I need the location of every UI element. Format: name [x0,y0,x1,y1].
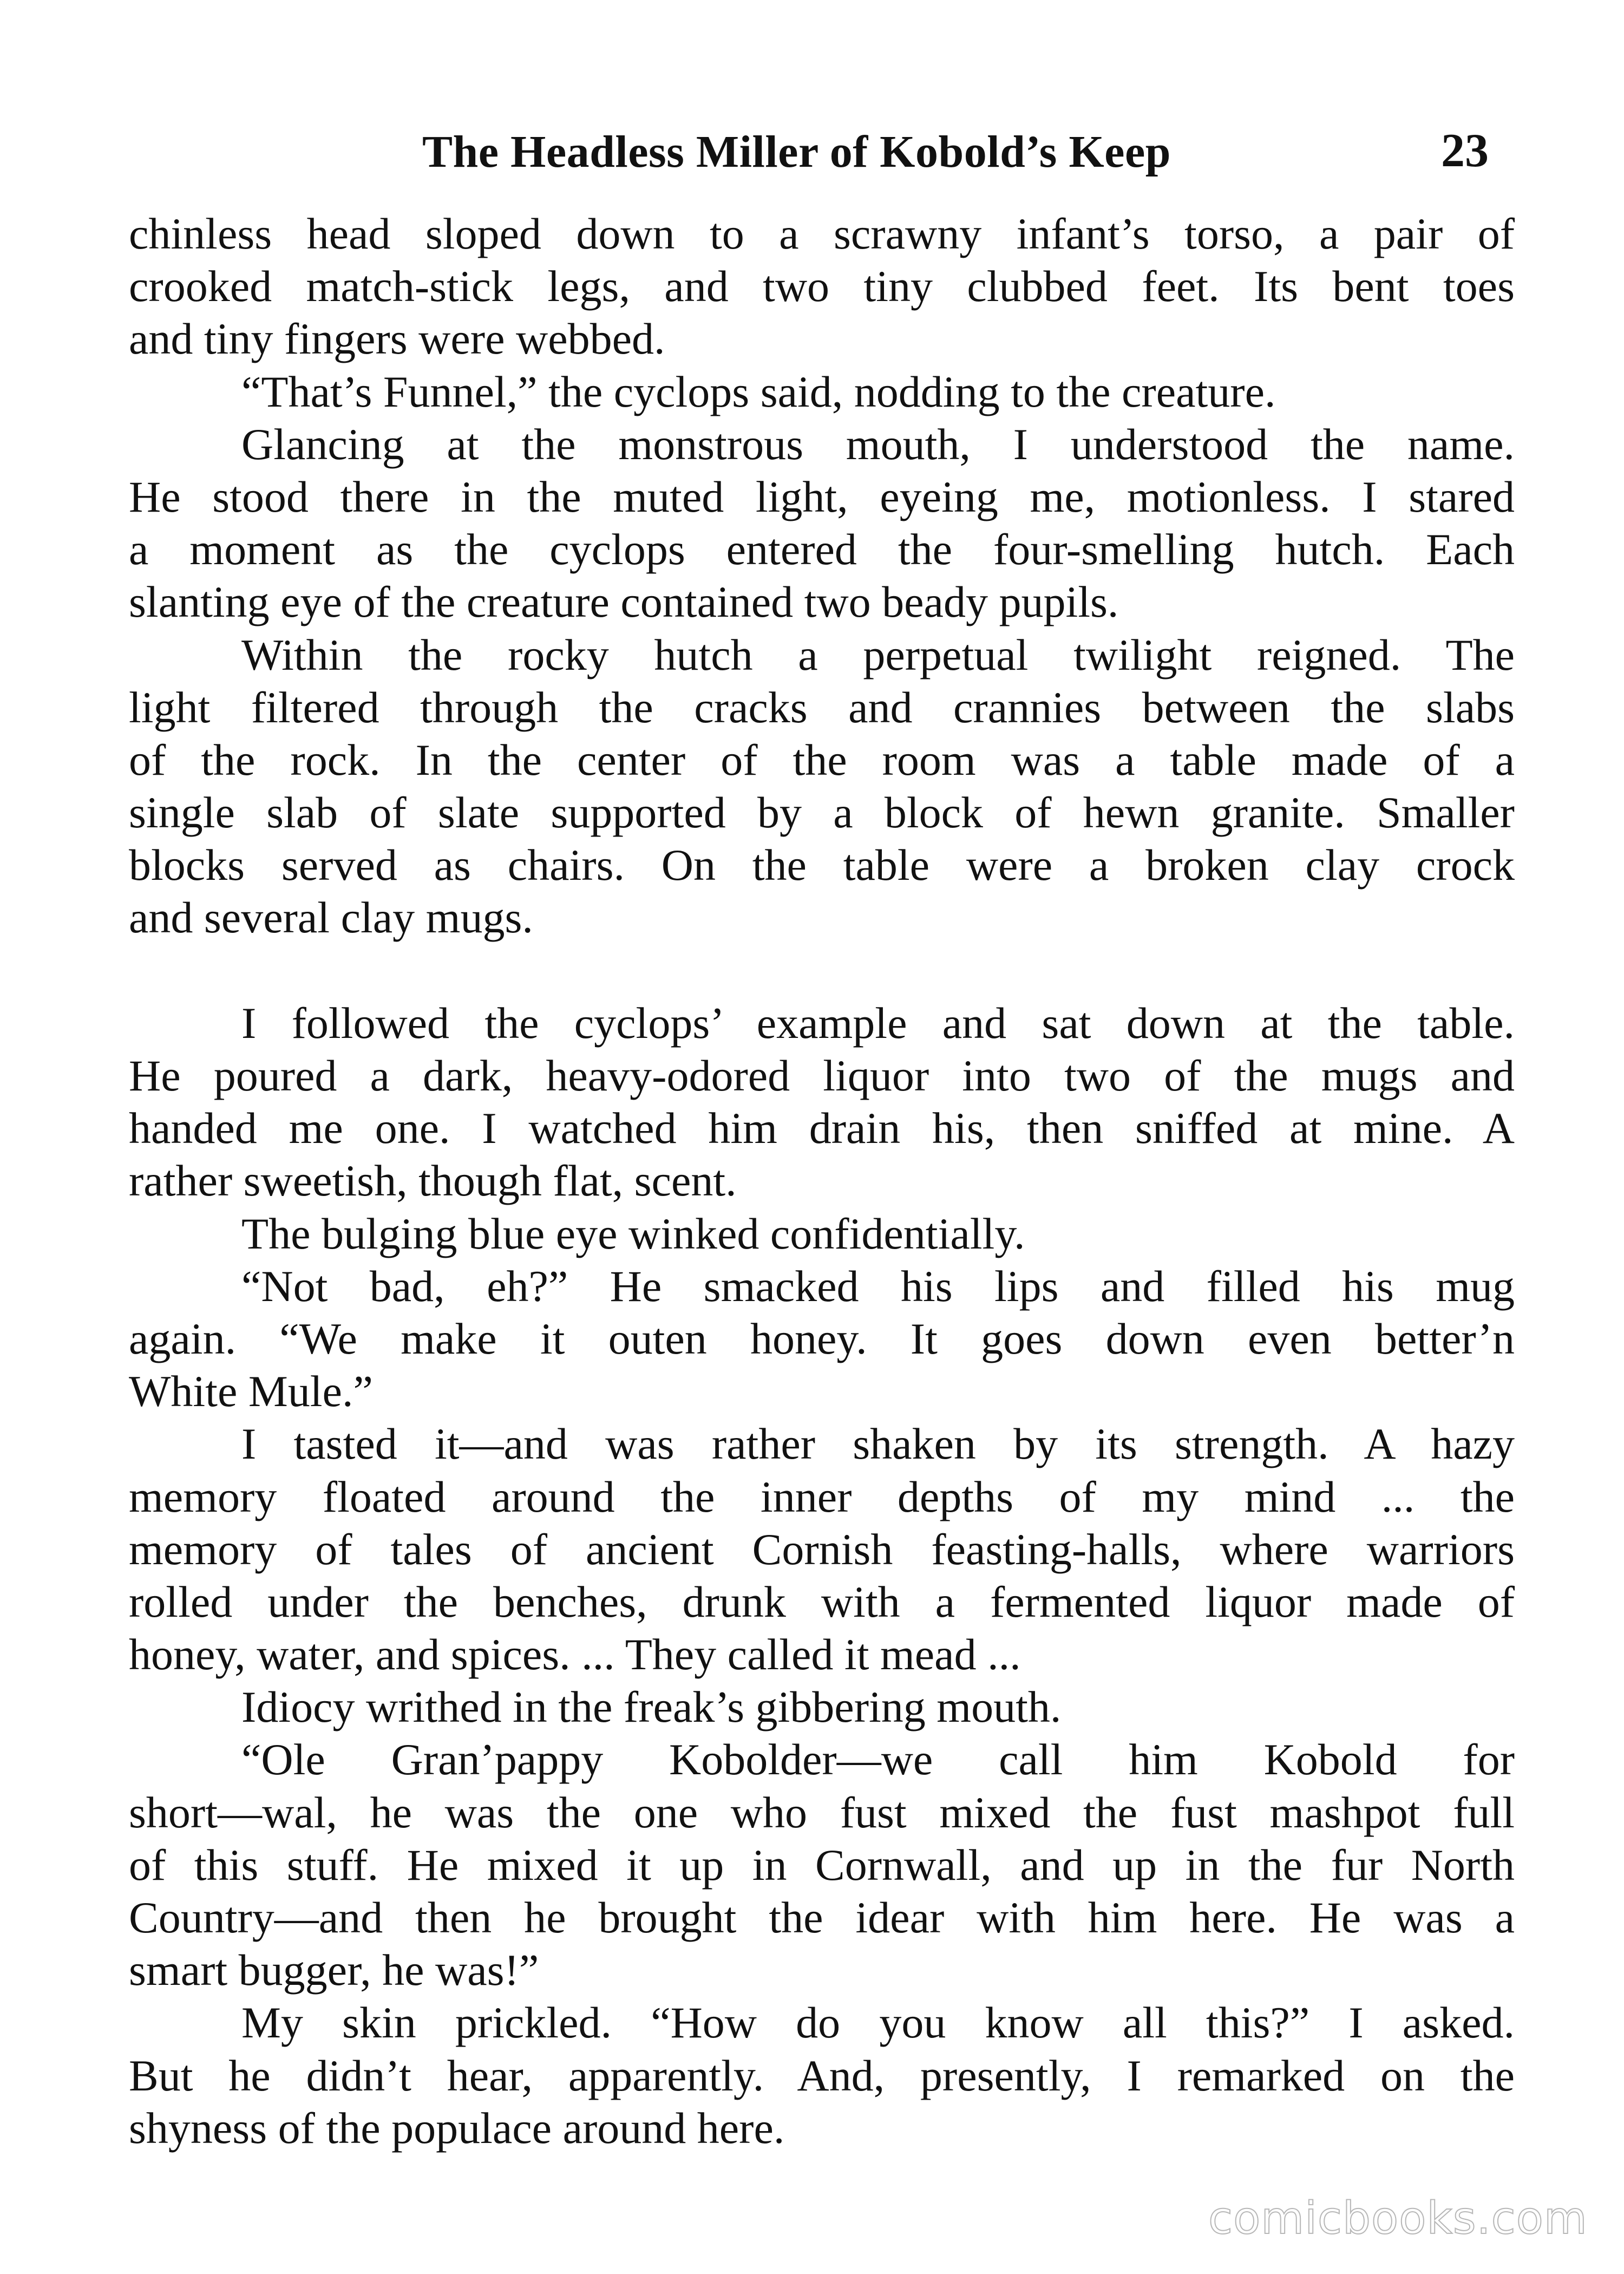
text-line: chinless head sloped down to a scrawny infant’s torso, a pair of [129,209,1515,258]
watermark-logo: comicbooks.com [1208,2193,1588,2244]
text-line: White Mule.” [129,1367,373,1416]
page-number: 23 [1441,125,1489,177]
text-line: again. “We make it outen honey. It goes down even better’n [129,1314,1515,1363]
text-line: rather sweetish, though flat, scent. [129,1156,737,1206]
text-line: of the rock. In the center of the room was a table made of a [129,735,1515,785]
text-line: a moment as the cyclops entered the four-smelling hutch. Each [129,525,1515,574]
body-text [129,207,1515,2154]
text-line: Country—and then he brought the idear with him here. He was a [129,1893,1515,1942]
text-line: The bulging blue eye winked confidentially. [241,1208,1025,1258]
text-line: single slab of slate supported by a block of hewn granite. Smaller [129,788,1515,838]
text-line: But he didn’t hear, apparently. And, presently, I remarked on the [129,2050,1515,2100]
text-line: handed me one. I watched him drain his, then sniffed at mine. A [129,1103,1515,1153]
text-line: light filtered through the cracks and crannies between the slabs [129,682,1515,732]
text-line: and several clay mugs. [129,893,533,943]
text-line: blocks served as chairs. On the table were a broken clay crock [129,840,1515,890]
text-line: Idiocy writhed in the freak’s gibbering mouth. [241,1682,1062,1732]
text-line: honey, water, and spices. ... They called it mead ... [129,1630,1021,1680]
text-line: of this stuff. He mixed it up in Cornwall, and up in the fur North [129,1840,1515,1890]
text-line: short—wal, he was the one who fust mixed the fust mashpot full [129,1787,1515,1837]
text-line: “Not bad, eh?” He smacked his lips and filled his mug [241,1261,1515,1311]
text-line: “That’s Funnel,” the cyclops said, nodding to the creature. [241,367,1276,416]
text-line: shyness of the populace around here. [129,2103,785,2153]
text-line: I tasted it—and was rather shaken by its strength. A hazy [241,1419,1515,1469]
text-line: memory of tales of ancient Cornish feasting-halls, where warriors [129,1524,1515,1574]
text-line: slanting eye of the creature contained two beady pupils. [129,577,1119,627]
text-line: crooked match-stick legs, and two tiny clubbed feet. Its bent toes [129,262,1515,311]
text-line: He poured a dark, heavy-odored liquor into two of the mugs and [129,1051,1515,1100]
text-line: Within the rocky hutch a perpetual twilight reigned. The [241,630,1515,679]
text-line: and tiny fingers were webbed. [129,314,665,364]
text-line: Glancing at the monstrous mouth, I understood the name. [241,419,1515,469]
blank-line [129,944,1515,997]
text-line: My skin prickled. “How do you know all this?” I asked. [241,1998,1515,2048]
text-line: “Ole Gran’pappy Kobolder—we call him Kobold for [241,1735,1515,1785]
text-line: He stood there in the muted light, eyeing me, motionless. I stared [129,472,1515,521]
text-line: memory floated around the inner depths of my mind ... the [129,1472,1515,1521]
text-line: rolled under the benches, drunk with a fermented liquor made of [129,1577,1515,1626]
text-line: smart bugger, he was!” [129,1945,539,1995]
text-line: I followed the cyclops’ example and sat down at the table. [241,998,1515,1048]
running-head-title: The Headless Miller of Kobold’s Keep [422,127,1171,177]
